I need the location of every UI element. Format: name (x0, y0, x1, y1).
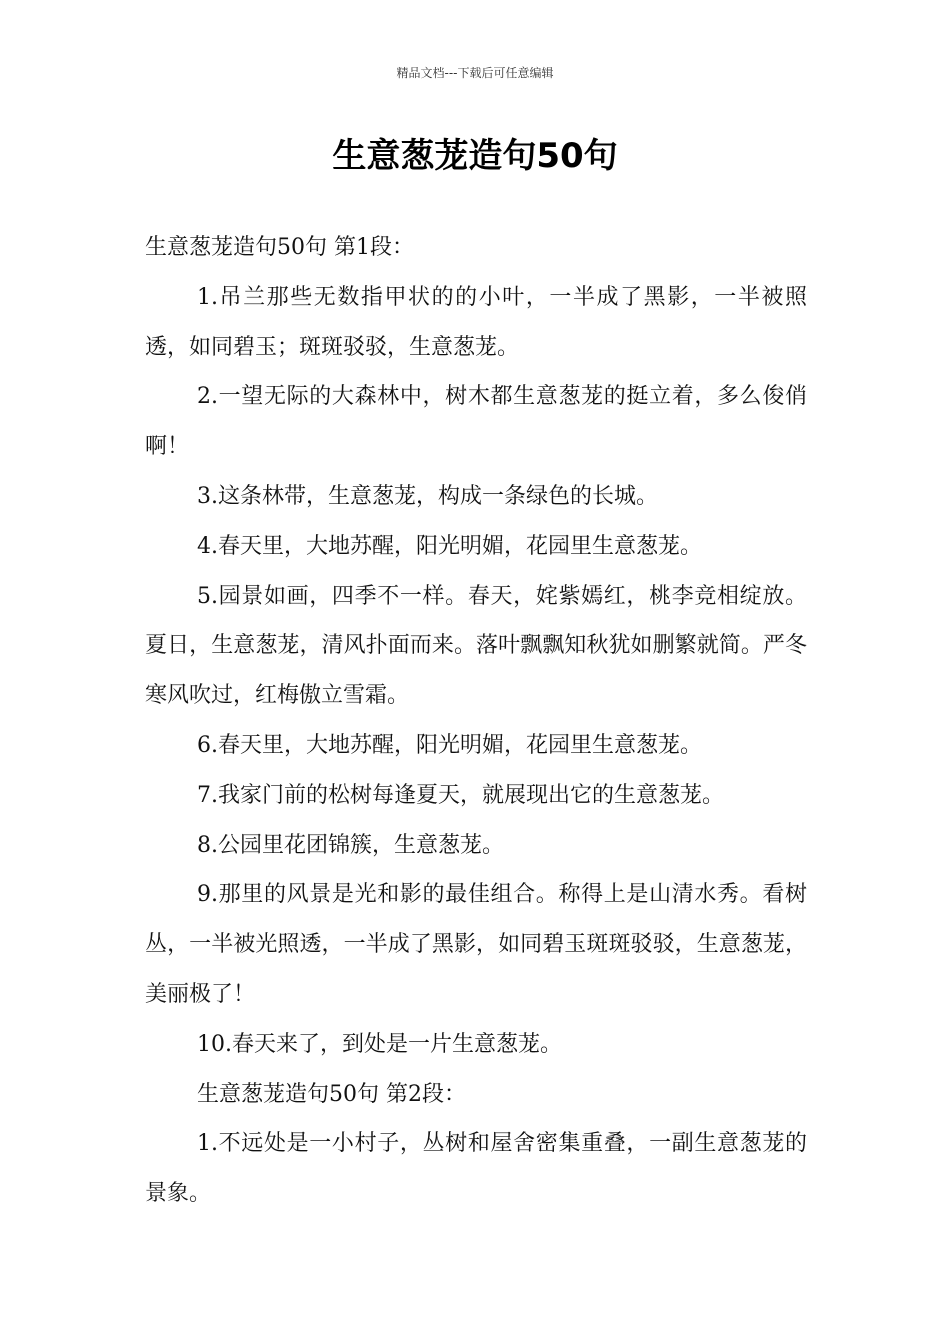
section-heading: 生意葱茏造句50句 第2段： (197, 1081, 466, 1107)
sentence-item: 6.春天里，大地苏醒，阳光明媚，花园里生意葱茏。 (197, 732, 702, 758)
sentence-item: 10.春天来了，到处是一片生意葱茏。 (197, 1031, 562, 1057)
sentence-item: 7.我家门前的松树每逢夏天，就展现出它的生意葱茏。 (197, 782, 724, 808)
page-header: 精品文档---下载后可任意编辑 (396, 66, 554, 80)
document-title: 生意葱茏造句50句 (332, 136, 618, 176)
sentence-item: 1.不远处是一小村子，丛树和屋舍密集重叠，一副生意葱茏的景象。 (145, 1131, 807, 1207)
document-body (145, 223, 807, 1219)
sentence-item: 9.那里的风景是光和影的最佳组合。称得上是山清水秀。看树丛，一半被光照透，一半成了黑影，如同碧玉斑斑驳驳，生意葱茏，美丽极了！ (145, 882, 807, 1007)
sentence-item: 4.春天里，大地苏醒，阳光明媚，花园里生意葱茏。 (197, 533, 702, 559)
sentence-item: 5.园景如画，四季不一样。春天，姹紫嫣红，桃李竞相绽放。夏日，生意葱茏，清风扑面而来。落叶飘飘知秋犹如删繁就简。严冬寒风吹过，红梅傲立雪霜。 (145, 583, 807, 709)
sentence-item: 1.吊兰那些无数指甲状的的小叶，一半成了黑影，一半被照透，如同碧玉；斑斑驳驳，生意葱茏。 (145, 284, 807, 360)
sentence-item: 8.公园里花团锦簇，生意葱茏。 (197, 832, 504, 858)
sentence-item: 2.一望无际的大森林中，树木都生意葱茏的挺立着，多么俊俏啊！ (145, 384, 807, 460)
section-heading: 生意葱茏造句50句 第1段： (145, 235, 414, 260)
sentence-item: 3.这条林带，生意葱茏，构成一条绿色的长城。 (197, 483, 658, 509)
